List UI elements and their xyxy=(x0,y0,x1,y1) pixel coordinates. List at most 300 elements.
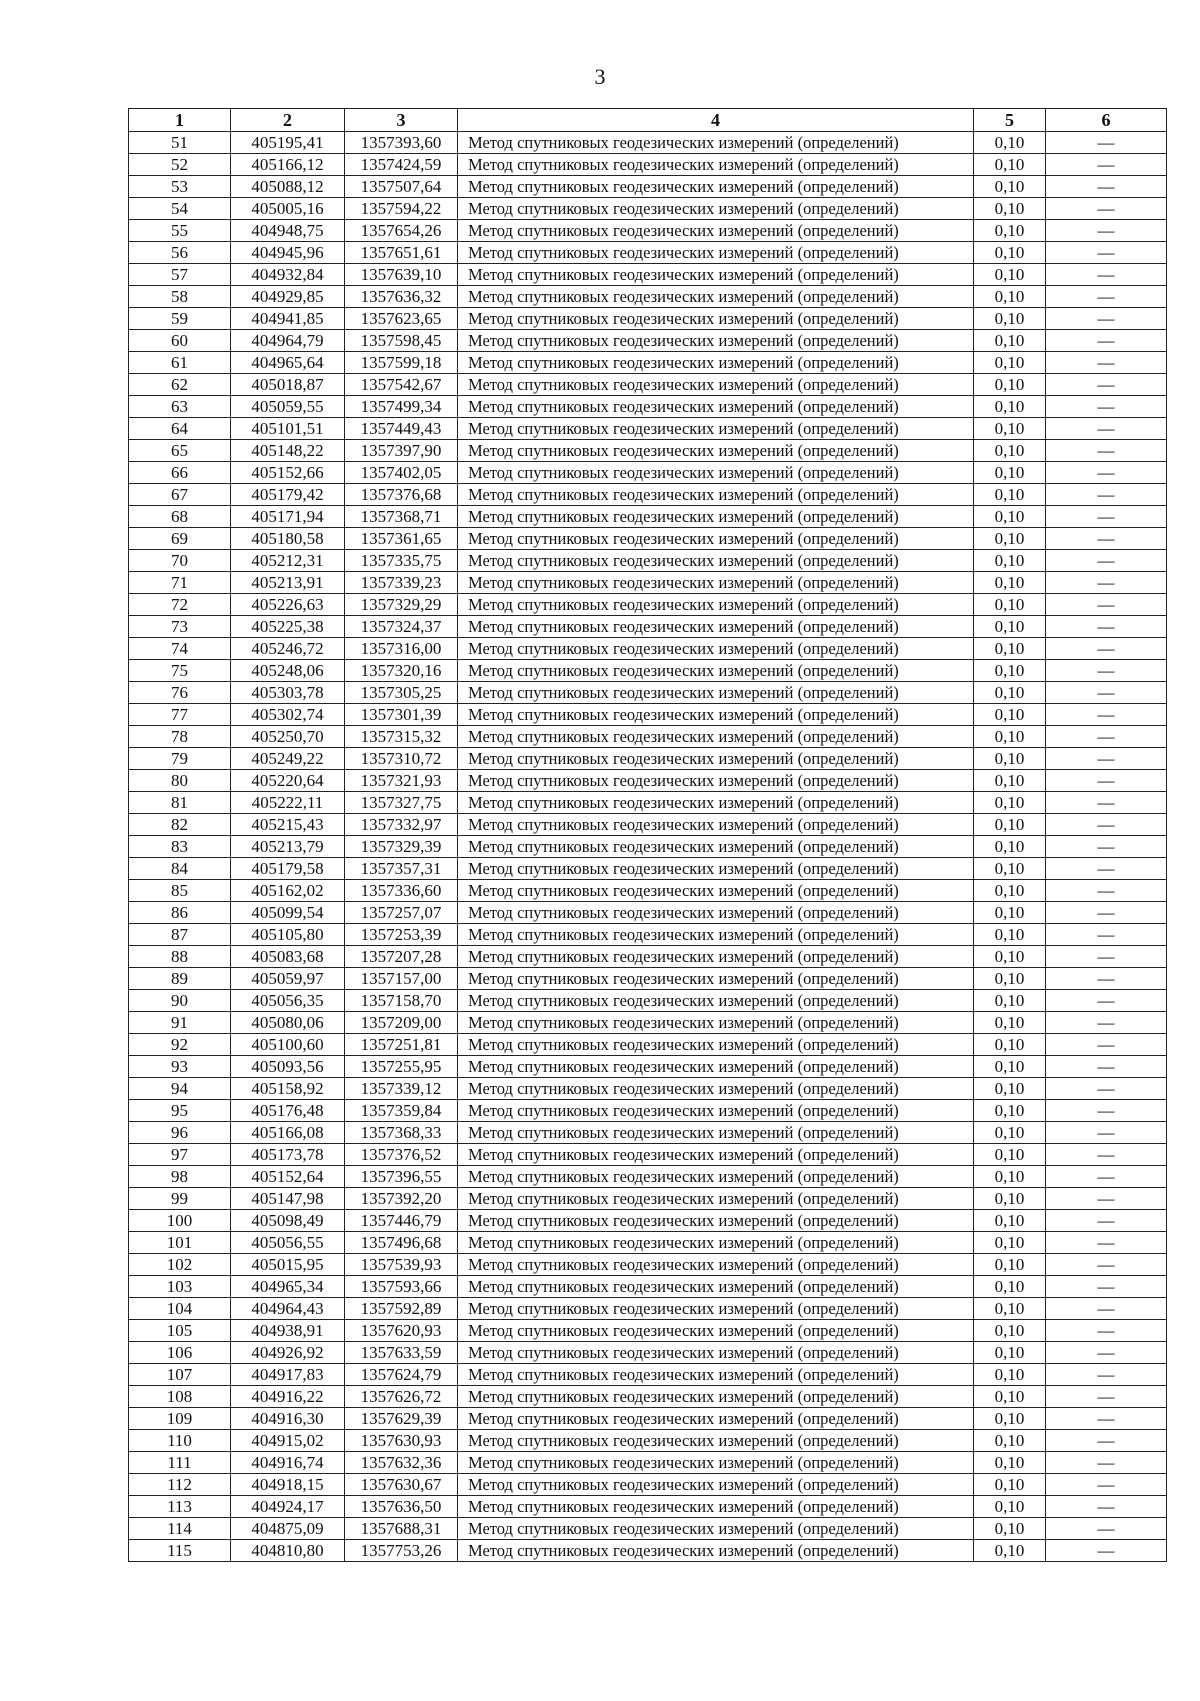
method-cell: Метод спутниковых геодезических измерений (определений) xyxy=(458,242,974,264)
method-cell: Метод спутниковых геодезических измерений (определений) xyxy=(458,880,974,902)
method-cell: Метод спутниковых геодезических измерений (определений) xyxy=(458,352,974,374)
point-number-cell: 92 xyxy=(129,1034,231,1056)
x-coordinate-cell: 404964,79 xyxy=(231,330,345,352)
accuracy-cell: 0,10 xyxy=(974,880,1046,902)
header-row xyxy=(129,109,1167,132)
y-coordinate-cell: 1357594,22 xyxy=(345,198,458,220)
accuracy-cell: 0,10 xyxy=(974,1496,1046,1518)
table-row xyxy=(129,1430,1167,1452)
table-row xyxy=(129,1254,1167,1276)
point-number-cell: 80 xyxy=(129,770,231,792)
note-cell: — xyxy=(1046,132,1167,154)
method-cell: Метод спутниковых геодезических измерений (определений) xyxy=(458,638,974,660)
accuracy-cell: 0,10 xyxy=(974,1034,1046,1056)
x-coordinate-cell: 405018,87 xyxy=(231,374,345,396)
accuracy-cell: 0,10 xyxy=(974,1474,1046,1496)
x-coordinate-cell: 404916,22 xyxy=(231,1386,345,1408)
point-number-cell: 90 xyxy=(129,990,231,1012)
method-cell: Метод спутниковых геодезических измерений (определений) xyxy=(458,286,974,308)
table-row xyxy=(129,748,1167,770)
y-coordinate-cell: 1357335,75 xyxy=(345,550,458,572)
accuracy-cell: 0,10 xyxy=(974,1188,1046,1210)
accuracy-cell: 0,10 xyxy=(974,396,1046,418)
y-coordinate-cell: 1357424,59 xyxy=(345,154,458,176)
x-coordinate-cell: 405059,97 xyxy=(231,968,345,990)
x-coordinate-cell: 405179,42 xyxy=(231,484,345,506)
method-cell: Метод спутниковых геодезических измерений (определений) xyxy=(458,792,974,814)
method-cell: Метод спутниковых геодезических измерений (определений) xyxy=(458,1452,974,1474)
method-cell: Метод спутниковых геодезических измерений (определений) xyxy=(458,726,974,748)
point-number-cell: 98 xyxy=(129,1166,231,1188)
accuracy-cell: 0,10 xyxy=(974,330,1046,352)
point-number-cell: 79 xyxy=(129,748,231,770)
table-row xyxy=(129,1232,1167,1254)
table-row xyxy=(129,1342,1167,1364)
note-cell: — xyxy=(1046,968,1167,990)
accuracy-cell: 0,10 xyxy=(974,770,1046,792)
point-number-cell: 94 xyxy=(129,1078,231,1100)
note-cell: — xyxy=(1046,506,1167,528)
accuracy-cell: 0,10 xyxy=(974,132,1046,154)
x-coordinate-cell: 404938,91 xyxy=(231,1320,345,1342)
method-cell: Метод спутниковых геодезических измерений (определений) xyxy=(458,770,974,792)
x-coordinate-cell: 405056,35 xyxy=(231,990,345,1012)
x-coordinate-cell: 405056,55 xyxy=(231,1232,345,1254)
y-coordinate-cell: 1357446,79 xyxy=(345,1210,458,1232)
x-coordinate-cell: 404924,17 xyxy=(231,1496,345,1518)
note-cell: — xyxy=(1046,1188,1167,1210)
table-row xyxy=(129,176,1167,198)
x-coordinate-cell: 405083,68 xyxy=(231,946,345,968)
point-number-cell: 73 xyxy=(129,616,231,638)
accuracy-cell: 0,10 xyxy=(974,484,1046,506)
method-cell: Метод спутниковых геодезических измерений (определений) xyxy=(458,396,974,418)
accuracy-cell: 0,10 xyxy=(974,726,1046,748)
y-coordinate-cell: 1357624,79 xyxy=(345,1364,458,1386)
note-cell: — xyxy=(1046,396,1167,418)
x-coordinate-cell: 405093,56 xyxy=(231,1056,345,1078)
point-number-cell: 106 xyxy=(129,1342,231,1364)
x-coordinate-cell: 405152,66 xyxy=(231,462,345,484)
note-cell: — xyxy=(1046,1364,1167,1386)
method-cell: Метод спутниковых геодезических измерений (определений) xyxy=(458,902,974,924)
point-number-cell: 114 xyxy=(129,1518,231,1540)
method-cell: Метод спутниковых геодезических измерений (определений) xyxy=(458,660,974,682)
method-cell: Метод спутниковых геодезических измерений (определений) xyxy=(458,176,974,198)
method-cell: Метод спутниковых геодезических измерений (определений) xyxy=(458,704,974,726)
accuracy-cell: 0,10 xyxy=(974,1364,1046,1386)
point-number-cell: 93 xyxy=(129,1056,231,1078)
point-number-cell: 85 xyxy=(129,880,231,902)
method-cell: Метод спутниковых геодезических измерений (определений) xyxy=(458,1364,974,1386)
header-col-3: 3 xyxy=(345,109,458,132)
y-coordinate-cell: 1357499,34 xyxy=(345,396,458,418)
method-cell: Метод спутниковых геодезических измерений (определений) xyxy=(458,1166,974,1188)
y-coordinate-cell: 1357368,33 xyxy=(345,1122,458,1144)
table-row xyxy=(129,506,1167,528)
point-number-cell: 59 xyxy=(129,308,231,330)
note-cell: — xyxy=(1046,682,1167,704)
y-coordinate-cell: 1357651,61 xyxy=(345,242,458,264)
table-row xyxy=(129,1188,1167,1210)
point-number-cell: 102 xyxy=(129,1254,231,1276)
accuracy-cell: 0,10 xyxy=(974,506,1046,528)
x-coordinate-cell: 405166,12 xyxy=(231,154,345,176)
table-row xyxy=(129,1540,1167,1562)
point-number-cell: 75 xyxy=(129,660,231,682)
accuracy-cell: 0,10 xyxy=(974,1210,1046,1232)
table-row xyxy=(129,638,1167,660)
note-cell: — xyxy=(1046,1430,1167,1452)
x-coordinate-cell: 404945,96 xyxy=(231,242,345,264)
method-cell: Метод спутниковых геодезических измерений (определений) xyxy=(458,1408,974,1430)
table-row xyxy=(129,1034,1167,1056)
x-coordinate-cell: 405302,74 xyxy=(231,704,345,726)
method-cell: Метод спутниковых геодезических измерений (определений) xyxy=(458,1298,974,1320)
table-row xyxy=(129,682,1167,704)
table-row xyxy=(129,1452,1167,1474)
point-number-cell: 105 xyxy=(129,1320,231,1342)
point-number-cell: 113 xyxy=(129,1496,231,1518)
x-coordinate-cell: 404964,43 xyxy=(231,1298,345,1320)
x-coordinate-cell: 405180,58 xyxy=(231,528,345,550)
accuracy-cell: 0,10 xyxy=(974,1012,1046,1034)
method-cell: Метод спутниковых геодезических измерений (определений) xyxy=(458,264,974,286)
table-row xyxy=(129,1408,1167,1430)
x-coordinate-cell: 404875,09 xyxy=(231,1518,345,1540)
point-number-cell: 101 xyxy=(129,1232,231,1254)
note-cell: — xyxy=(1046,792,1167,814)
method-cell: Метод спутниковых геодезических измерений (определений) xyxy=(458,1342,974,1364)
accuracy-cell: 0,10 xyxy=(974,704,1046,726)
accuracy-cell: 0,10 xyxy=(974,1254,1046,1276)
y-coordinate-cell: 1357339,12 xyxy=(345,1078,458,1100)
x-coordinate-cell: 405015,95 xyxy=(231,1254,345,1276)
y-coordinate-cell: 1357329,29 xyxy=(345,594,458,616)
table-row xyxy=(129,1496,1167,1518)
note-cell: — xyxy=(1046,814,1167,836)
x-coordinate-cell: 405162,02 xyxy=(231,880,345,902)
y-coordinate-cell: 1357327,75 xyxy=(345,792,458,814)
point-number-cell: 104 xyxy=(129,1298,231,1320)
y-coordinate-cell: 1357598,45 xyxy=(345,330,458,352)
y-coordinate-cell: 1357305,25 xyxy=(345,682,458,704)
table-row xyxy=(129,418,1167,440)
accuracy-cell: 0,10 xyxy=(974,462,1046,484)
table-row xyxy=(129,924,1167,946)
point-number-cell: 88 xyxy=(129,946,231,968)
y-coordinate-cell: 1357209,00 xyxy=(345,1012,458,1034)
point-number-cell: 64 xyxy=(129,418,231,440)
table-row xyxy=(129,1518,1167,1540)
method-cell: Метод спутниковых геодезических измерений (определений) xyxy=(458,1320,974,1342)
accuracy-cell: 0,10 xyxy=(974,1518,1046,1540)
x-coordinate-cell: 405249,22 xyxy=(231,748,345,770)
table-row xyxy=(129,154,1167,176)
y-coordinate-cell: 1357315,32 xyxy=(345,726,458,748)
table-row xyxy=(129,264,1167,286)
y-coordinate-cell: 1357253,39 xyxy=(345,924,458,946)
table-row xyxy=(129,308,1167,330)
method-cell: Метод спутниковых геодезических измерений (определений) xyxy=(458,484,974,506)
y-coordinate-cell: 1357636,32 xyxy=(345,286,458,308)
method-cell: Метод спутниковых геодезических измерений (определений) xyxy=(458,1474,974,1496)
note-cell: — xyxy=(1046,1452,1167,1474)
table-row xyxy=(129,198,1167,220)
method-cell: Метод спутниковых геодезических измерений (определений) xyxy=(458,1210,974,1232)
y-coordinate-cell: 1357255,95 xyxy=(345,1056,458,1078)
table-row xyxy=(129,1386,1167,1408)
note-cell: — xyxy=(1046,1144,1167,1166)
table-row xyxy=(129,1298,1167,1320)
x-coordinate-cell: 404916,74 xyxy=(231,1452,345,1474)
point-number-cell: 56 xyxy=(129,242,231,264)
point-number-cell: 109 xyxy=(129,1408,231,1430)
accuracy-cell: 0,10 xyxy=(974,1386,1046,1408)
y-coordinate-cell: 1357626,72 xyxy=(345,1386,458,1408)
point-number-cell: 54 xyxy=(129,198,231,220)
table-body xyxy=(129,132,1167,1562)
method-cell: Метод спутниковых геодезических измерений (определений) xyxy=(458,506,974,528)
x-coordinate-cell: 405248,06 xyxy=(231,660,345,682)
point-number-cell: 52 xyxy=(129,154,231,176)
table-row xyxy=(129,946,1167,968)
x-coordinate-cell: 405225,38 xyxy=(231,616,345,638)
y-coordinate-cell: 1357630,93 xyxy=(345,1430,458,1452)
x-coordinate-cell: 405303,78 xyxy=(231,682,345,704)
note-cell: — xyxy=(1046,154,1167,176)
accuracy-cell: 0,10 xyxy=(974,198,1046,220)
x-coordinate-cell: 405147,98 xyxy=(231,1188,345,1210)
y-coordinate-cell: 1357688,31 xyxy=(345,1518,458,1540)
accuracy-cell: 0,10 xyxy=(974,1342,1046,1364)
accuracy-cell: 0,10 xyxy=(974,1298,1046,1320)
method-cell: Метод спутниковых геодезических измерений (определений) xyxy=(458,1034,974,1056)
method-cell: Метод спутниковых геодезических измерений (определений) xyxy=(458,1496,974,1518)
accuracy-cell: 0,10 xyxy=(974,308,1046,330)
y-coordinate-cell: 1357321,93 xyxy=(345,770,458,792)
x-coordinate-cell: 404965,64 xyxy=(231,352,345,374)
method-cell: Метод спутниковых геодезических измерений (определений) xyxy=(458,1540,974,1562)
table-row xyxy=(129,792,1167,814)
method-cell: Метод спутниковых геодезических измерений (определений) xyxy=(458,616,974,638)
note-cell: — xyxy=(1046,1474,1167,1496)
table-row xyxy=(129,1100,1167,1122)
method-cell: Метод спутниковых геодезических измерений (определений) xyxy=(458,1386,974,1408)
table-row xyxy=(129,1144,1167,1166)
method-cell: Метод спутниковых геодезических измерений (определений) xyxy=(458,330,974,352)
table-row xyxy=(129,660,1167,682)
x-coordinate-cell: 404948,75 xyxy=(231,220,345,242)
table-row xyxy=(129,132,1167,154)
point-number-cell: 103 xyxy=(129,1276,231,1298)
table-row xyxy=(129,1056,1167,1078)
method-cell: Метод спутниковых геодезических измерений (определений) xyxy=(458,550,974,572)
method-cell: Метод спутниковых геодезических измерений (определений) xyxy=(458,968,974,990)
y-coordinate-cell: 1357542,67 xyxy=(345,374,458,396)
table-row xyxy=(129,814,1167,836)
point-number-cell: 100 xyxy=(129,1210,231,1232)
y-coordinate-cell: 1357251,81 xyxy=(345,1034,458,1056)
y-coordinate-cell: 1357636,50 xyxy=(345,1496,458,1518)
table-row xyxy=(129,1078,1167,1100)
note-cell: — xyxy=(1046,880,1167,902)
y-coordinate-cell: 1357654,26 xyxy=(345,220,458,242)
table-row xyxy=(129,616,1167,638)
point-number-cell: 57 xyxy=(129,264,231,286)
table-row xyxy=(129,726,1167,748)
note-cell: — xyxy=(1046,770,1167,792)
header-col-5: 5 xyxy=(974,109,1046,132)
x-coordinate-cell: 404918,15 xyxy=(231,1474,345,1496)
point-number-cell: 87 xyxy=(129,924,231,946)
method-cell: Метод спутниковых геодезических измерений (определений) xyxy=(458,594,974,616)
y-coordinate-cell: 1357357,31 xyxy=(345,858,458,880)
note-cell: — xyxy=(1046,352,1167,374)
table-row xyxy=(129,1122,1167,1144)
y-coordinate-cell: 1357376,68 xyxy=(345,484,458,506)
accuracy-cell: 0,10 xyxy=(974,990,1046,1012)
note-cell: — xyxy=(1046,660,1167,682)
point-number-cell: 115 xyxy=(129,1540,231,1562)
y-coordinate-cell: 1357639,10 xyxy=(345,264,458,286)
table-row xyxy=(129,528,1167,550)
table-row xyxy=(129,1276,1167,1298)
y-coordinate-cell: 1357368,71 xyxy=(345,506,458,528)
y-coordinate-cell: 1357397,90 xyxy=(345,440,458,462)
x-coordinate-cell: 405099,54 xyxy=(231,902,345,924)
x-coordinate-cell: 404810,80 xyxy=(231,1540,345,1562)
table-row xyxy=(129,1166,1167,1188)
note-cell: — xyxy=(1046,726,1167,748)
x-coordinate-cell: 405152,64 xyxy=(231,1166,345,1188)
x-coordinate-cell: 405171,94 xyxy=(231,506,345,528)
table-row xyxy=(129,220,1167,242)
method-cell: Метод спутниковых геодезических измерений (определений) xyxy=(458,154,974,176)
y-coordinate-cell: 1357157,00 xyxy=(345,968,458,990)
note-cell: — xyxy=(1046,528,1167,550)
accuracy-cell: 0,10 xyxy=(974,1122,1046,1144)
point-number-cell: 86 xyxy=(129,902,231,924)
y-coordinate-cell: 1357310,72 xyxy=(345,748,458,770)
point-number-cell: 78 xyxy=(129,726,231,748)
point-number-cell: 95 xyxy=(129,1100,231,1122)
x-coordinate-cell: 405215,43 xyxy=(231,814,345,836)
y-coordinate-cell: 1357593,66 xyxy=(345,1276,458,1298)
table-row xyxy=(129,1012,1167,1034)
x-coordinate-cell: 405222,11 xyxy=(231,792,345,814)
point-number-cell: 65 xyxy=(129,440,231,462)
method-cell: Метод спутниковых геодезических измерений (определений) xyxy=(458,1078,974,1100)
point-number-cell: 107 xyxy=(129,1364,231,1386)
y-coordinate-cell: 1357629,39 xyxy=(345,1408,458,1430)
method-cell: Метод спутниковых геодезических измерений (определений) xyxy=(458,1276,974,1298)
accuracy-cell: 0,10 xyxy=(974,220,1046,242)
note-cell: — xyxy=(1046,462,1167,484)
method-cell: Метод спутниковых геодезических измерений (определений) xyxy=(458,308,974,330)
accuracy-cell: 0,10 xyxy=(974,1408,1046,1430)
accuracy-cell: 0,10 xyxy=(974,924,1046,946)
method-cell: Метод спутниковых геодезических измерений (определений) xyxy=(458,374,974,396)
accuracy-cell: 0,10 xyxy=(974,682,1046,704)
point-number-cell: 66 xyxy=(129,462,231,484)
y-coordinate-cell: 1357396,55 xyxy=(345,1166,458,1188)
y-coordinate-cell: 1357630,67 xyxy=(345,1474,458,1496)
y-coordinate-cell: 1357599,18 xyxy=(345,352,458,374)
accuracy-cell: 0,10 xyxy=(974,836,1046,858)
point-number-cell: 83 xyxy=(129,836,231,858)
note-cell: — xyxy=(1046,1034,1167,1056)
table-header xyxy=(129,109,1167,132)
accuracy-cell: 0,10 xyxy=(974,594,1046,616)
x-coordinate-cell: 404917,83 xyxy=(231,1364,345,1386)
accuracy-cell: 0,10 xyxy=(974,748,1046,770)
x-coordinate-cell: 405173,78 xyxy=(231,1144,345,1166)
accuracy-cell: 0,10 xyxy=(974,374,1046,396)
method-cell: Метод спутниковых геодезических измерений (определений) xyxy=(458,1012,974,1034)
note-cell: — xyxy=(1046,1210,1167,1232)
accuracy-cell: 0,10 xyxy=(974,814,1046,836)
x-coordinate-cell: 405226,63 xyxy=(231,594,345,616)
y-coordinate-cell: 1357336,60 xyxy=(345,880,458,902)
x-coordinate-cell: 404941,85 xyxy=(231,308,345,330)
note-cell: — xyxy=(1046,990,1167,1012)
note-cell: — xyxy=(1046,1496,1167,1518)
method-cell: Метод спутниковых геодезических измерений (определений) xyxy=(458,1144,974,1166)
note-cell: — xyxy=(1046,704,1167,726)
accuracy-cell: 0,10 xyxy=(974,1166,1046,1188)
method-cell: Метод спутниковых геодезических измерений (определений) xyxy=(458,1518,974,1540)
point-number-cell: 55 xyxy=(129,220,231,242)
note-cell: — xyxy=(1046,1408,1167,1430)
table-row xyxy=(129,1320,1167,1342)
note-cell: — xyxy=(1046,1386,1167,1408)
accuracy-cell: 0,10 xyxy=(974,286,1046,308)
note-cell: — xyxy=(1046,1232,1167,1254)
note-cell: — xyxy=(1046,1078,1167,1100)
note-cell: — xyxy=(1046,286,1167,308)
accuracy-cell: 0,10 xyxy=(974,1320,1046,1342)
accuracy-cell: 0,10 xyxy=(974,1276,1046,1298)
method-cell: Метод спутниковых геодезических измерений (определений) xyxy=(458,946,974,968)
method-cell: Метод спутниковых геодезических измерений (определений) xyxy=(458,1254,974,1276)
point-number-cell: 84 xyxy=(129,858,231,880)
note-cell: — xyxy=(1046,1166,1167,1188)
note-cell: — xyxy=(1046,1518,1167,1540)
note-cell: — xyxy=(1046,1122,1167,1144)
table-row xyxy=(129,990,1167,1012)
note-cell: — xyxy=(1046,1342,1167,1364)
point-number-cell: 61 xyxy=(129,352,231,374)
accuracy-cell: 0,10 xyxy=(974,352,1046,374)
x-coordinate-cell: 405080,06 xyxy=(231,1012,345,1034)
accuracy-cell: 0,10 xyxy=(974,858,1046,880)
note-cell: — xyxy=(1046,1276,1167,1298)
accuracy-cell: 0,10 xyxy=(974,418,1046,440)
point-number-cell: 71 xyxy=(129,572,231,594)
accuracy-cell: 0,10 xyxy=(974,1232,1046,1254)
point-number-cell: 111 xyxy=(129,1452,231,1474)
method-cell: Метод спутниковых геодезических измерений (определений) xyxy=(458,924,974,946)
x-coordinate-cell: 405148,22 xyxy=(231,440,345,462)
point-number-cell: 53 xyxy=(129,176,231,198)
accuracy-cell: 0,10 xyxy=(974,550,1046,572)
accuracy-cell: 0,10 xyxy=(974,264,1046,286)
note-cell: — xyxy=(1046,594,1167,616)
table-row xyxy=(129,880,1167,902)
accuracy-cell: 0,10 xyxy=(974,616,1046,638)
method-cell: Метод спутниковых геодезических измерений (определений) xyxy=(458,748,974,770)
